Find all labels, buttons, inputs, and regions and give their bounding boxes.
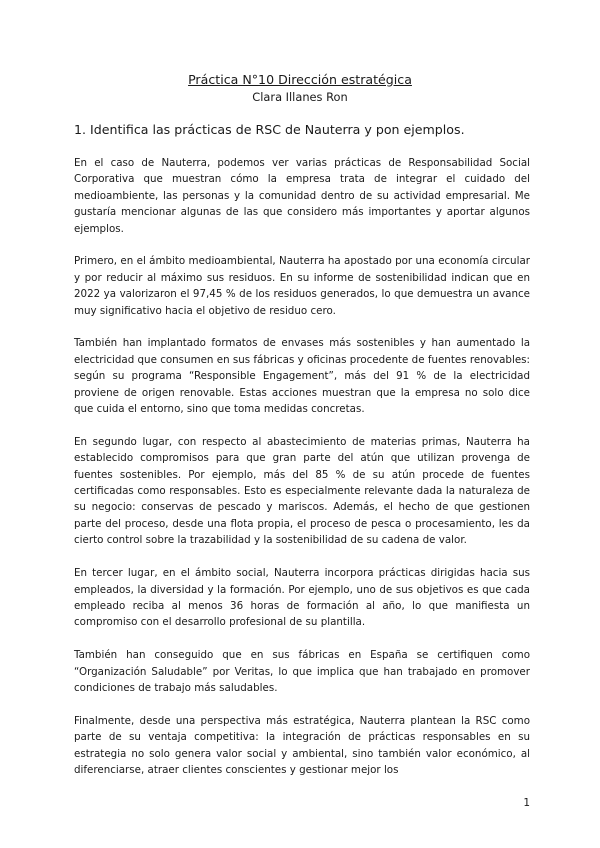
paragraph-raw-materials: En segundo lugar, con respecto al abastecimiento de materias primas, Nauterra ha establecido compromisos para que gran parte del atún que utilizan provenga de fuentes sostenibles. Por ejemplo, más del 85 % de su atún procede de fuentes certificadas como responsables. Esto es especialmente relevante dada la naturaleza de su negocio: conservas de pescado y mariscos. Además, el hecho de que gestionen parte del proceso, desde una flota propia, el proceso de pesca o procesamiento, les da cierto control sobre la trazabilidad y la sostenibilidad de su cadena de valor. bbox=[74, 435, 530, 547]
section-heading: 1. Identifica las prácticas de RSC de Nauterra y pon ejemplos. bbox=[74, 122, 465, 137]
document-body bbox=[74, 155, 530, 795]
paragraph-environment: Primero, en el ámbito medioambiental, Nauterra ha apostado por una economía circular y por reducir al máximo sus residuos. En su informe de sostenibilidad indican que en 2022 ya valorizaron el 97,45 % de los residuos generados, lo que demuestra un avance muy significativo hacia el objetivo de residuo cero. bbox=[74, 255, 530, 317]
paragraph-healthy-organization: También han conseguido que en sus fábricas en España se certifiquen como “Organización Saludable” por Veritas, lo que implica que han trabajado en promover condiciones de trabajo más saludables. bbox=[74, 649, 530, 694]
paragraph-intro: En el caso de Nauterra, podemos ver varias prácticas de Responsabilidad Social Corporativa que muestran cómo la empresa trata de integrar el cuidado del medioambiente, las personas y la comunidad dentro de su actividad empresarial. Me gustaría mencionar algunas de las que considero más importantes y aportar algunos ejemplos. bbox=[74, 157, 530, 235]
paragraph-social: En tercer lugar, en el ámbito social, Nauterra incorpora prácticas dirigidas hacia sus empleados, la diversidad y la formación. Por ejemplo, uno de sus objetivos es que cada empleado reciba al menos 36 horas de formación al año, lo que manifiesta un compromiso con el desarrollo profesional de su plantilla. bbox=[74, 567, 530, 629]
page-title: Práctica N°10 Dirección estratégica bbox=[188, 72, 412, 87]
paragraph-packaging-energy: También han implantado formatos de envases más sostenibles y han aumentado la electricidad que consumen en sus fábricas y oficinas procedente de fuentes renovables: según su programa “Responsible Engagement”, más del 91 % de la electricidad proviene de origen renovable. Estas acciones muestran que la empresa no solo dice que cuida el entorno, sino que toma medidas concretas. bbox=[74, 337, 530, 416]
page-number: 1 bbox=[523, 797, 530, 809]
author-name: Clara Illanes Ron bbox=[252, 90, 348, 104]
paragraph-strategy: Finalmente, desde una perspectiva más estratégica, Nauterra plantean la RSC como parte de su ventaja competitiva: la integración de prácticas responsables en su estrategia no solo genera valor social y ambiental, sino también valor económico, al diferenciarse, atraer clientes conscientes y gestionar mejor los bbox=[74, 714, 530, 776]
